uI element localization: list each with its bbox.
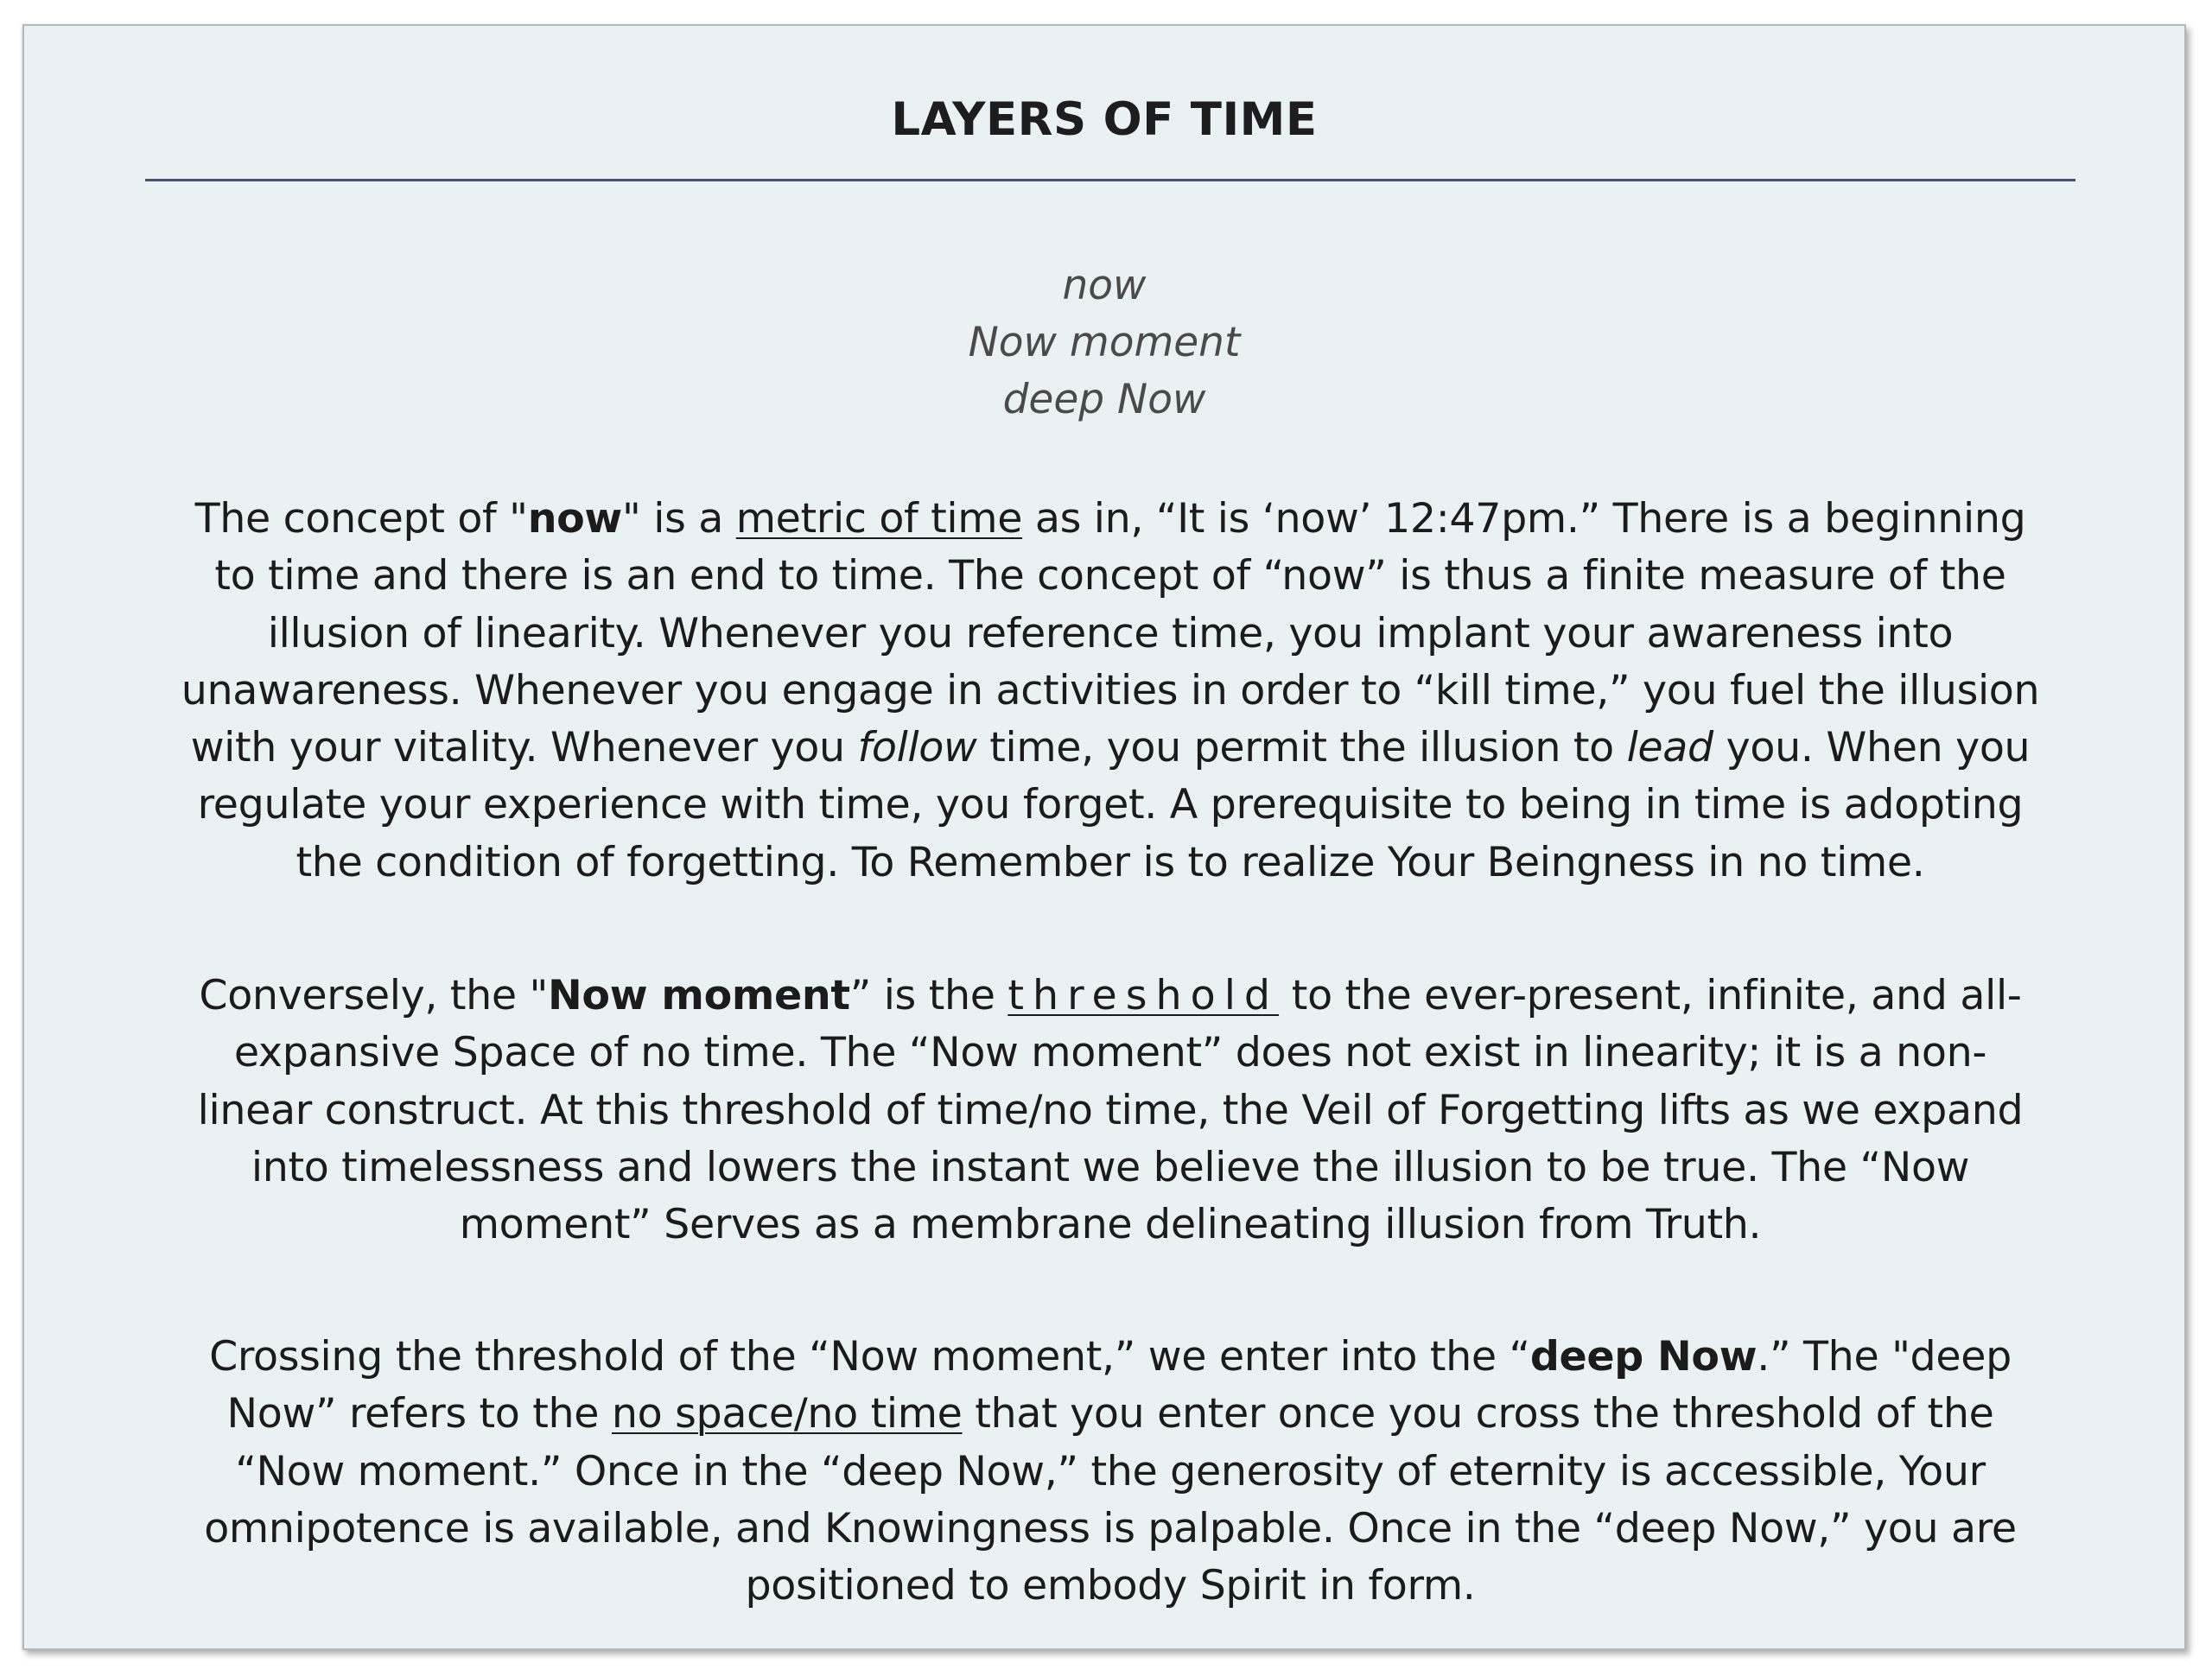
text-segment: time, you permit the illusion to: [976, 724, 1627, 772]
text-segment: The concept of ": [194, 495, 528, 543]
text-segment: " is a: [621, 495, 736, 543]
layer-deep-now: deep Now: [1002, 376, 1206, 423]
text-segment: as in, “It is ‘now’ 12:47pm.” There is a beginning: [1022, 495, 2026, 543]
text-segment: ” is the: [849, 972, 1008, 1019]
text-segment: with your vitality. Whenever you: [190, 724, 858, 772]
bold-term-now-moment: Now moment: [548, 972, 850, 1019]
paragraph-line: linear construct. At this threshold of time/no time, the Veil of Forgetting lifts as we expand: [197, 1086, 2024, 1134]
layer-now: now: [1062, 262, 1147, 309]
paragraph-line: positioned to embody Spirit in form.: [745, 1562, 1476, 1610]
underlined-phrase: threshold: [1007, 972, 1280, 1019]
title-divider: [145, 179, 2075, 181]
paragraph-line: [154, 491, 2067, 548]
paragraph-line: [154, 968, 2067, 1025]
text-segment: .” The "deep: [1757, 1333, 2012, 1381]
text-segment: Now” refers to the: [226, 1390, 612, 1438]
italic-word: lead: [1626, 724, 1713, 772]
layers-list: [24, 257, 2184, 429]
paragraph-line: [154, 1329, 2067, 1386]
bold-term-deep-now: deep Now: [1529, 1333, 1758, 1381]
text-segment: to the ever-present, infinite, and all-: [1279, 972, 2022, 1019]
paragraph-line: unawareness. Whenever you engage in activities in order to “kill time,” you fuel the illusion: [181, 666, 2040, 714]
italic-word: follow: [857, 724, 977, 772]
paragraph-line: expansive Space of no time. The “Now moment” does not exist in linearity; it is a non-: [233, 1029, 1987, 1077]
paragraph-line: regulate your experience with time, you forget. A prerequisite to being in time is adopting: [197, 781, 2024, 829]
underlined-phrase: no space/no time: [611, 1390, 963, 1438]
paragraph-line: [154, 720, 2067, 777]
paragraph-line: “Now moment.” Once in the “deep Now,” the generosity of eternity is accessible, Your: [235, 1447, 1986, 1495]
paragraph-line: moment” Serves as a membrane delineating illusion from Truth.: [459, 1201, 1762, 1249]
paragraph-now-moment: [154, 968, 2067, 1254]
underlined-phrase: metric of time: [735, 495, 1023, 543]
paragraph-line: to time and there is an end to time. The concept of “now” is thus a finite measure of the: [214, 552, 2006, 600]
paragraph-line: illusion of linearity. Whenever you reference time, you implant your awareness into: [267, 609, 1954, 657]
paragraph-line: into timelessness and lowers the instant we believe the illusion to be true. The “Now: [251, 1143, 1970, 1191]
paragraph-line: omnipotence is available, and Knowingness is palpable. Once in the “deep Now,” you are: [204, 1504, 2017, 1552]
paragraph-now: [154, 491, 2067, 892]
text-segment: Crossing the threshold of the “Now moment,” we enter into the “: [209, 1333, 1530, 1381]
paragraph-line: the condition of forgetting. To Remember is to realize Your Beingness in no time.: [296, 838, 1925, 886]
paragraph-line: [154, 1386, 2067, 1443]
text-segment: you. When you: [1713, 724, 2031, 772]
text-segment: that you enter once you cross the threshold of the: [962, 1390, 1994, 1438]
text-card: [22, 24, 2186, 1650]
bold-term-now: now: [527, 495, 622, 543]
layer-now-moment: Now moment: [968, 319, 1241, 366]
page-title: LAYERS OF TIME: [891, 93, 1318, 146]
text-segment: Conversely, the ": [199, 972, 549, 1019]
paragraph-deep-now: [154, 1329, 2067, 1615]
